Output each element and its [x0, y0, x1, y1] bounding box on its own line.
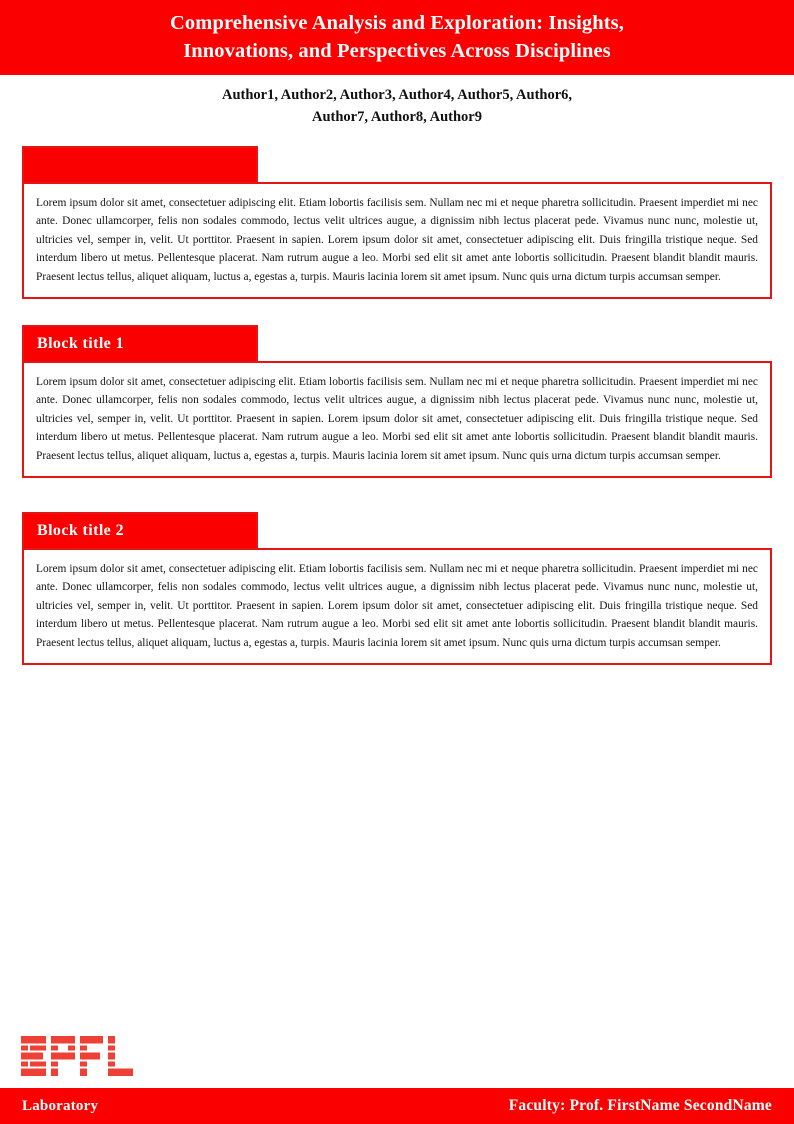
title-banner [0, 0, 794, 75]
page-title-line-1: Comprehensive Analysis and Exploration: Insights, [170, 11, 624, 34]
author-line-1: Author1, Author2, Author3, Author4, Author5, Author6, [221, 87, 573, 103]
block-body [22, 361, 772, 478]
block-body-text: Lorem ipsum dolor sit amet, consectetuer adipiscing elit. Etiam lobortis facilisis sem. Nullam nec mi et neque pharetra sollicitudin. Praesent imperdiet mi nec ante. Donec ullamcorper, felis non sodales commodo, lectus velit ultrices augue, a dignissim nibh lectus placerat pede. Vivamus nunc nunc, molestie ut, ultricies vel, semper in, velit. Ut porttitor. Praesent in sapien. Lorem ipsum dolor sit amet, consectetuer adipiscing elit. Duis fringilla tristique neque. Sed interdum libero ut metus. Pellentesque placerat. Nam rutrum augue a leo. Morbi sed elit sit amet ante lobortis sollicitudin. Praesent blandit blandit mauris. Praesent lectus tellus, aliquet aliquam, luctus a, egestas a, turpis. Mauris lacinia lorem sit amet ipsum. Nunc quis urna dictum turpis accumsan semper. [36, 197, 758, 283]
page-title [130, 10, 664, 65]
page-title-line-2: Innovations, and Perspectives Across Disciplines [183, 39, 611, 62]
footer-bar [0, 1088, 794, 1124]
epfl-logo [21, 1036, 133, 1076]
content-block [22, 512, 772, 665]
block-body [22, 182, 772, 299]
content-block [22, 146, 772, 299]
block-body [22, 548, 772, 665]
author-list [0, 84, 794, 129]
content-block [22, 325, 772, 478]
block-title-label: Block title 2 [37, 522, 124, 539]
footer-faculty-label: Faculty: Prof. FirstName SecondName [508, 1097, 772, 1114]
block-body-text: Lorem ipsum dolor sit amet, consectetuer adipiscing elit. Etiam lobortis facilisis sem. Nullam nec mi et neque pharetra sollicitudin. Praesent imperdiet mi nec ante. Donec ullamcorper, felis non sodales commodo, lectus velit ultrices augue, a dignissim nibh lectus placerat pede. Vivamus nunc nunc, molestie ut, ultricies vel, semper in, velit. Ut porttitor. Praesent in sapien. Lorem ipsum dolor sit amet, consectetuer adipiscing elit. Duis fringilla tristique neque. Sed interdum libero ut metus. Pellentesque placerat. Nam rutrum augue a leo. Morbi sed elit sit amet ante lobortis sollicitudin. Praesent blandit blandit mauris. Praesent lectus tellus, aliquet aliquam, luctus a, egestas a, turpis. Mauris lacinia lorem sit amet ipsum. Nunc quis urna dictum turpis accumsan semper. [36, 376, 758, 462]
footer-laboratory-label: Laboratory [22, 1097, 99, 1114]
block-title-label: Block title 1 [37, 335, 124, 352]
block-title-bar [22, 512, 258, 550]
author-line-2: Author7, Author8, Author9 [312, 109, 482, 126]
block-title-bar [22, 146, 258, 184]
block-body-text: Lorem ipsum dolor sit amet, consectetuer adipiscing elit. Etiam lobortis facilisis sem. Nullam nec mi et neque pharetra sollicitudin. Praesent imperdiet mi nec ante. Donec ullamcorper, felis non sodales commodo, lectus velit ultrices augue, a dignissim nibh lectus placerat pede. Vivamus nunc nunc, molestie ut, ultricies vel, semper in, velit. Ut porttitor. Praesent in sapien. Lorem ipsum dolor sit amet, consectetuer adipiscing elit. Duis fringilla tristique neque. Sed interdum libero ut metus. Pellentesque placerat. Nam rutrum augue a leo. Morbi sed elit sit amet ante lobortis sollicitudin. Praesent blandit blandit mauris. Praesent lectus tellus, aliquet aliquam, luctus a, egestas a, turpis. Mauris lacinia lorem sit amet ipsum. Nunc quis urna dictum turpis accumsan semper. [36, 563, 758, 649]
block-title-bar [22, 325, 258, 363]
